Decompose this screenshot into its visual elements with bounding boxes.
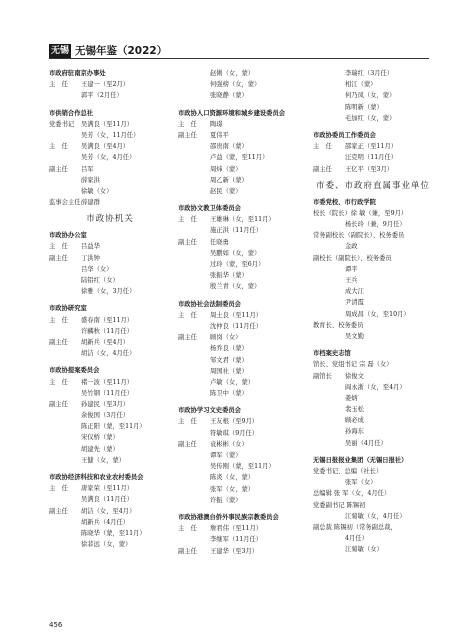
person-name: 金政 [345, 243, 358, 251]
position-title: 副主任 [49, 254, 68, 262]
position-entry [49, 79, 171, 90]
person-name: 盛春南（至11月） [81, 316, 134, 324]
person-name: 张军（女，蒙） [210, 485, 255, 493]
section-heading: 市政协机关 [86, 214, 134, 225]
position-title: 副主任 [178, 334, 197, 342]
person-name: 王建华（至3月） [210, 547, 259, 555]
person-name: 吴满良（11月任） [81, 496, 134, 504]
person-name: 邹文君（蒙） [210, 356, 248, 364]
column-left [49, 68, 171, 550]
person-name: 夏伟平 [210, 131, 229, 139]
person-name: 胡建先（蒙） [81, 445, 119, 453]
person-name: 詹君伟（至11月） [210, 525, 263, 533]
position-entry [49, 119, 171, 130]
person-name: 张振华（蒙） [210, 272, 248, 280]
person-name: 吴竹钢（11月任） [81, 389, 134, 397]
position-title: 主 任 [49, 378, 68, 386]
person-name: 吕华（女） [81, 265, 113, 273]
person-name: 汪克明（11月任） [345, 154, 398, 162]
position-line: 校长（院长）徐 敏（兼，至9月） [313, 209, 408, 217]
position-entry [178, 416, 304, 427]
position-line: 总编辑 张 军（女，4月任） [313, 490, 391, 498]
person-name: 胡新兵（4月任） [81, 518, 130, 526]
person-name: 毛加红（女，蒙） [345, 114, 396, 122]
person-name: 胡洁（女，4月任） [81, 350, 136, 358]
person-name: 任晓勇 [210, 238, 229, 246]
person-name: 吴传刚（蒙，至11月） [210, 463, 275, 471]
position-title: 主 任 [49, 243, 68, 251]
position-line: 党委书记、总编（社长） [313, 468, 383, 475]
position-title: 党委书记 [49, 120, 75, 128]
org-heading: 市政协港澳台侨外事民族宗教委员会 [178, 513, 279, 521]
position-entry [49, 164, 171, 175]
person-name: 薛家洪 [81, 176, 100, 184]
position-entry [49, 141, 171, 152]
position-title: 主 任 [49, 143, 68, 151]
person-name: 何乃凤（女，蒙） [345, 92, 396, 100]
person-name: 孙海东 [345, 428, 364, 436]
person-name: 王友根（至9月） [210, 418, 259, 426]
position-entry [49, 506, 171, 517]
person-name: 邵贵南（蒙） [210, 143, 248, 151]
position-title: 主 任 [178, 418, 197, 426]
position-entry [178, 310, 304, 321]
org-heading: 市政协办公室 [49, 232, 87, 240]
position-title: 副主任 [178, 440, 197, 448]
position-title: 主 任 [178, 216, 197, 224]
page-header [0, 0, 468, 58]
column-right [313, 68, 433, 556]
org-heading: 市政协学习文史委员会 [178, 407, 241, 415]
org-heading: 市政协社会法制委员会 [178, 300, 241, 308]
person-name: 谭平 [345, 265, 358, 273]
person-name: 唐家荣（至11月） [81, 485, 134, 493]
org-heading: 市政协经济科技和农业农村委员会 [49, 474, 144, 481]
person-name: 吴满良（至4月） [81, 143, 130, 151]
person-name: 尹清霞 [345, 299, 364, 307]
position-title: 主 任 [313, 143, 332, 151]
org-heading: 市政府驻南京办事处 [49, 70, 106, 77]
position-entry [49, 253, 171, 264]
person-name: 王兵 [345, 277, 358, 284]
person-name: 陈正阳（蒙，至11月） [81, 423, 146, 431]
person-name: 吕益华 [81, 243, 100, 251]
person-name: 卢益（蒙，至11月） [210, 154, 269, 162]
position-title: 副主任 [313, 165, 332, 173]
person-name: 徐俊文 [345, 372, 364, 380]
person-name: 陈晓华（蒙，至11月） [81, 529, 146, 537]
person-name: 周炜（蒙） [210, 165, 242, 173]
column-middle [178, 68, 304, 557]
person-name: 许麟秋（11月任） [81, 327, 134, 335]
person-name: 顾必成 [345, 417, 364, 425]
org-heading: 市政协人口资源环境和城乡建设委员会 [178, 109, 286, 117]
person-name: 周国社（蒙） [210, 367, 248, 375]
position-entry [178, 546, 304, 557]
position-line: 馆长、党组书记 宗 磊（女） [313, 361, 393, 369]
person-name: 吴丽（4月任） [345, 439, 387, 447]
person-name: 宋仅桥（蒙） [81, 434, 119, 442]
person-name: 吴满良（至11月） [81, 120, 134, 128]
person-name: 裴玉松 [345, 406, 364, 414]
person-name: 吴芳（女，4月任） [81, 154, 136, 162]
position-entry [178, 237, 304, 248]
position-title: 副主任 [178, 547, 197, 555]
person-name: 褚一波（至11月） [81, 378, 134, 386]
position-title: 副主任 [49, 165, 68, 173]
org-heading: 市供销合作总社 [49, 109, 94, 117]
position-entry [313, 371, 433, 382]
position-title: 主 任 [49, 81, 68, 89]
person-name: 张晓静（蒙） [210, 92, 248, 100]
position-entry [49, 337, 171, 348]
person-name: 相江（蒙） [345, 81, 377, 89]
person-name: 薛建群 [81, 199, 100, 207]
org-heading: 市政协委员工作委员会 [313, 131, 376, 139]
person-name: 何强榜（女，蒙） [210, 81, 261, 89]
person-name: 孙建民（至3月） [81, 400, 130, 408]
header-divider [49, 58, 429, 59]
position-title: 副馆长 [313, 372, 332, 380]
person-name: 邵家正（至11月） [345, 143, 398, 151]
person-name: 周乙新（蒙） [210, 176, 248, 184]
org-heading: 市委党校、市行政学院 [313, 198, 376, 206]
person-name: 赵民（蒙） [210, 187, 242, 195]
person-name: 江菊敏（女，4月任） [345, 512, 406, 520]
person-name: 徐菲远（女，蒙） [81, 541, 132, 549]
person-name: 王健（女，蒙） [81, 456, 126, 464]
position-line: 副总裁 陈锡初（常务副总裁， [313, 523, 397, 531]
position-title: 主 任 [49, 485, 68, 493]
position-title: 副主任 [49, 507, 68, 515]
person-name: 沈仲良（11月任） [210, 322, 263, 330]
position-title: 主 任 [178, 311, 197, 319]
person-name: 江菊敏（女） [345, 546, 383, 554]
person-name: 许振（蒙） [210, 496, 242, 504]
person-name: 杨乔良（蒙） [210, 345, 248, 353]
position-entry [178, 214, 304, 225]
position-entry [49, 399, 171, 410]
position-entry [49, 197, 171, 208]
person-name: 符敏琪（9月任） [210, 429, 259, 437]
person-name: 袁彬彬（女） [210, 440, 248, 448]
person-name: 成大江 [345, 288, 364, 296]
org-heading: 市政协提案委员会 [49, 367, 100, 375]
person-name: 施正洪（11月任） [210, 227, 263, 235]
page-number: 456 [49, 621, 63, 629]
position-title: 副主任 [178, 131, 197, 139]
position-title: 主 任 [178, 525, 197, 533]
person-name: 陈炎（女，蒙） [210, 474, 255, 482]
person-name: 殷兰青（女，蒙） [210, 283, 261, 291]
position-title: 主 任 [178, 120, 197, 128]
yearbook-title: 无锡年鉴（2022） [75, 45, 168, 57]
org-heading: 市档案史志馆 [313, 350, 351, 358]
position-entry [178, 523, 304, 534]
person-name: 王亿平（至3月） [345, 165, 394, 173]
position-entry [313, 164, 433, 175]
org-heading: 无锡日报报业集团（无锡日报社） [313, 456, 408, 464]
person-name: 徐敏（女） [81, 187, 113, 195]
person-name: 吴芳（女，11月任） [81, 131, 140, 139]
person-name: 李继军（11月任） [210, 536, 263, 544]
person-name: 王建一（至2月） [81, 81, 130, 89]
section-heading: 市委、市政府直属事业单位 [315, 180, 430, 191]
position-line: 教育长、校务委员 [313, 321, 364, 329]
person-name: 胡新兵（至4月） [81, 338, 130, 346]
person-name: 郭平（2月任） [81, 92, 123, 100]
person-name: 吴鹏如（女，蒙） [210, 249, 261, 257]
position-title: 副主任 [49, 400, 68, 408]
position-title: 副主任 [178, 238, 197, 246]
person-name: 陈卫中（蒙） [210, 390, 248, 398]
person-name: 王雄琳（女，至11月） [210, 216, 275, 224]
person-name: 周成昌（女，至10月） [345, 310, 410, 318]
person-name: 4月任） [345, 535, 368, 543]
person-name: 吴文勤 [345, 332, 364, 340]
position-entry [178, 332, 304, 343]
person-name: 姜炳 [345, 394, 358, 402]
position-title: 监事会主任 [49, 199, 81, 207]
person-name: 赵俐（女，蒙） [210, 70, 255, 77]
org-heading: 市政协研究室 [49, 305, 87, 313]
position-line: 党委副书记 陈锡初 [313, 501, 366, 509]
person-name: 李瑞红（3月任） [345, 70, 394, 77]
position-entry [178, 439, 304, 450]
position-line: 副校长（副院长）、校务委员 [313, 254, 392, 262]
position-line: 常务副校长（副院长）、校务委员 [313, 232, 405, 240]
person-name: 谭军（蒙） [210, 452, 242, 459]
person-name: 余俊国（3月任） [81, 412, 130, 420]
position-entry [313, 141, 433, 152]
person-name: 陆铝红（女） [81, 277, 119, 284]
position-entry [49, 315, 171, 326]
person-name: 胡洁（女，至4月） [81, 507, 136, 515]
person-name: 吕军 [81, 165, 94, 173]
position-entry [49, 377, 171, 388]
position-entry [178, 119, 304, 130]
position-entry [178, 130, 304, 141]
person-name: 徐雅（女，3月任） [81, 288, 136, 296]
yearbook-logo: 无锡 [50, 46, 69, 56]
position-entry [49, 241, 171, 252]
org-heading: 市政协文教卫体委员会 [178, 205, 241, 213]
person-name: 阎永浙（女，至4月） [345, 383, 406, 391]
position-title: 副主任 [49, 338, 68, 346]
person-name: 陶璟 [210, 120, 223, 128]
person-name: 周土良（至11月） [210, 311, 263, 319]
person-name: 丁洪钟 [81, 254, 100, 262]
position-title: 主 任 [49, 316, 68, 324]
person-name: 张军（女） [345, 479, 377, 487]
position-entry [49, 483, 171, 494]
person-name: 陈明新（蒙） [345, 103, 383, 111]
person-name: 过玲（蒙，至6月） [210, 261, 265, 268]
person-name: 卢敏（女，蒙） [210, 378, 255, 386]
person-name: 杨长玲（兼，9月任） [345, 221, 406, 229]
person-name: 顾岗（女） [210, 334, 242, 342]
